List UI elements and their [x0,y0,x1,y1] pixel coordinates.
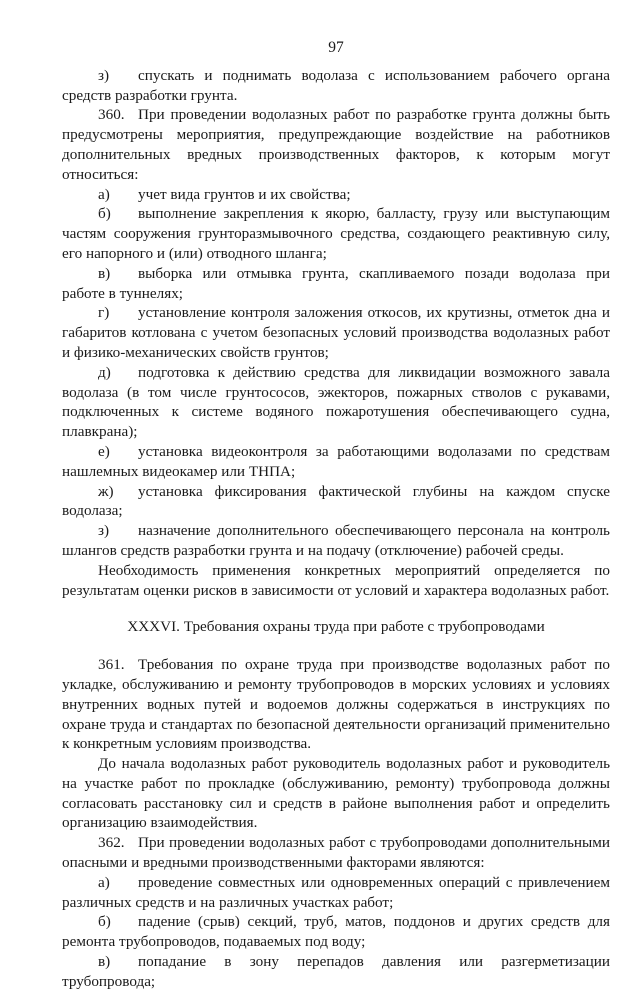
paragraph-text: учет вида грунтов и их свойства; [138,185,351,203]
paragraph-text: При проведении водолазных работ с трубопроводами дополнительными опасными и вредными производственными факторами являются: [62,834,610,872]
paragraph-text: выборка или отмывка грунта, скапливаемого позади водолаза при работе в туннелях; [62,264,610,302]
paragraph [62,912,610,952]
paragraph [62,482,610,522]
list-marker: д) [98,363,111,381]
paragraph-text: Необходимость применения конкретных мероприятий определяется по результатам оценки рисков в зависимости от условий и характера водолазных работ. [62,561,610,599]
paragraph-text: попадание в зону перепадов давления или разгерметизации трубопровода; [62,953,610,990]
paragraph-text: До начала водолазных работ руководитель водолазных работ и руководитель на участке работ по прокладке (обслуживанию, ремонту) трубопровода должны согласовать расстановку сил и средств в районе выполнения работ и определить организацию взаимодействия. [62,755,610,832]
list-marker: з) [98,66,110,84]
page-number: 97 [328,39,344,56]
list-marker: а) [98,185,110,203]
list-marker: в) [98,264,111,282]
list-marker: в) [98,953,111,971]
paragraph-text: установка фиксирования фактической глубины на каждом спуске водолаза; [62,482,610,520]
paragraph [62,66,610,106]
paragraph-text: проведение совместных или одновременных операций с привлечением различных средств и на различных участках работ; [62,873,610,911]
paragraph-text: падение (срыв) секций, труб, матов, поддонов и других средств для ремонта трубопроводов, подаваемых под воду; [62,913,610,951]
paragraph-text: установление контроля заложения откосов, их крутизны, отметок дна и габаритов котлована с учетом безопасных условий производства водолазных работ и физико-механических свойств грунтов; [62,304,610,361]
section-bottom [62,655,610,992]
list-marker: г) [98,304,110,322]
paragraph-text: подготовка к действию средства для ликвидации возможного завала водолаза (в том числе грунтососов, эжекторов, пожарных стволов с рукавами, подключенных к системе водяного пожаротушения обеспечивающего судна, плавкрана); [62,363,610,441]
list-marker: ж) [98,482,114,500]
paragraph-text: Требования по охране труда при производстве водолазных работ по укладке, обслуживанию и ремонту трубопроводов в морских условиях и условиях внутренних водных путей и водоемов должны содержаться в инструкциях по охране труда и стандартах по безопасной деятельности организаций применительно к конкретным условиям производства. [62,656,610,753]
paragraph [62,303,610,362]
paragraph [62,561,610,601]
document-page [62,38,610,992]
paragraph [62,185,610,205]
paragraph [62,873,610,913]
paragraph [62,655,610,754]
paragraph [62,952,610,992]
paragraph [62,363,610,442]
list-marker: а) [98,873,110,891]
paragraph-text: спускать и поднимать водолаза с использованием рабочего органа средств разработки грунта. [62,66,610,104]
paragraph-text: назначение дополнительного обеспечивающего персонала на контроль шлангов средств разработки грунта и на подачу (отключение) рабочей среды. [62,522,610,559]
list-marker: е) [98,442,110,460]
paragraph [62,105,610,184]
list-marker: 360. [98,106,125,124]
section-heading: XXXVI. Требования охраны труда при работе с трубопроводами [127,618,545,636]
paragraph [62,264,610,304]
list-marker: 362. [98,834,125,852]
list-marker: б) [98,913,111,931]
list-marker: б) [98,205,111,223]
list-marker: з) [98,522,110,540]
paragraph [62,442,610,482]
paragraph [62,754,610,833]
paragraph-text: установка видеоконтроля за работающими водолазами по средствам нашлемных видеокамер или ТНПА; [62,442,610,480]
section-top [62,66,610,601]
paragraph [62,833,610,873]
paragraph [62,204,610,263]
list-marker: 361. [98,656,125,674]
paragraph-text: При проведении водолазных работ по разработке грунта должны быть предусмотрены мероприятия, предупреждающие воздействие на работников дополнительных вредных производственных факторов, к которым могут относиться: [62,106,610,183]
paragraph-text: выполнение закрепления к якорю, балласту, грузу или выступающим частям сооружения грунторазмывочного средства, создающего реактивную силу, его напорного и (или) отводного шланга; [62,205,610,262]
paragraph [62,521,610,561]
